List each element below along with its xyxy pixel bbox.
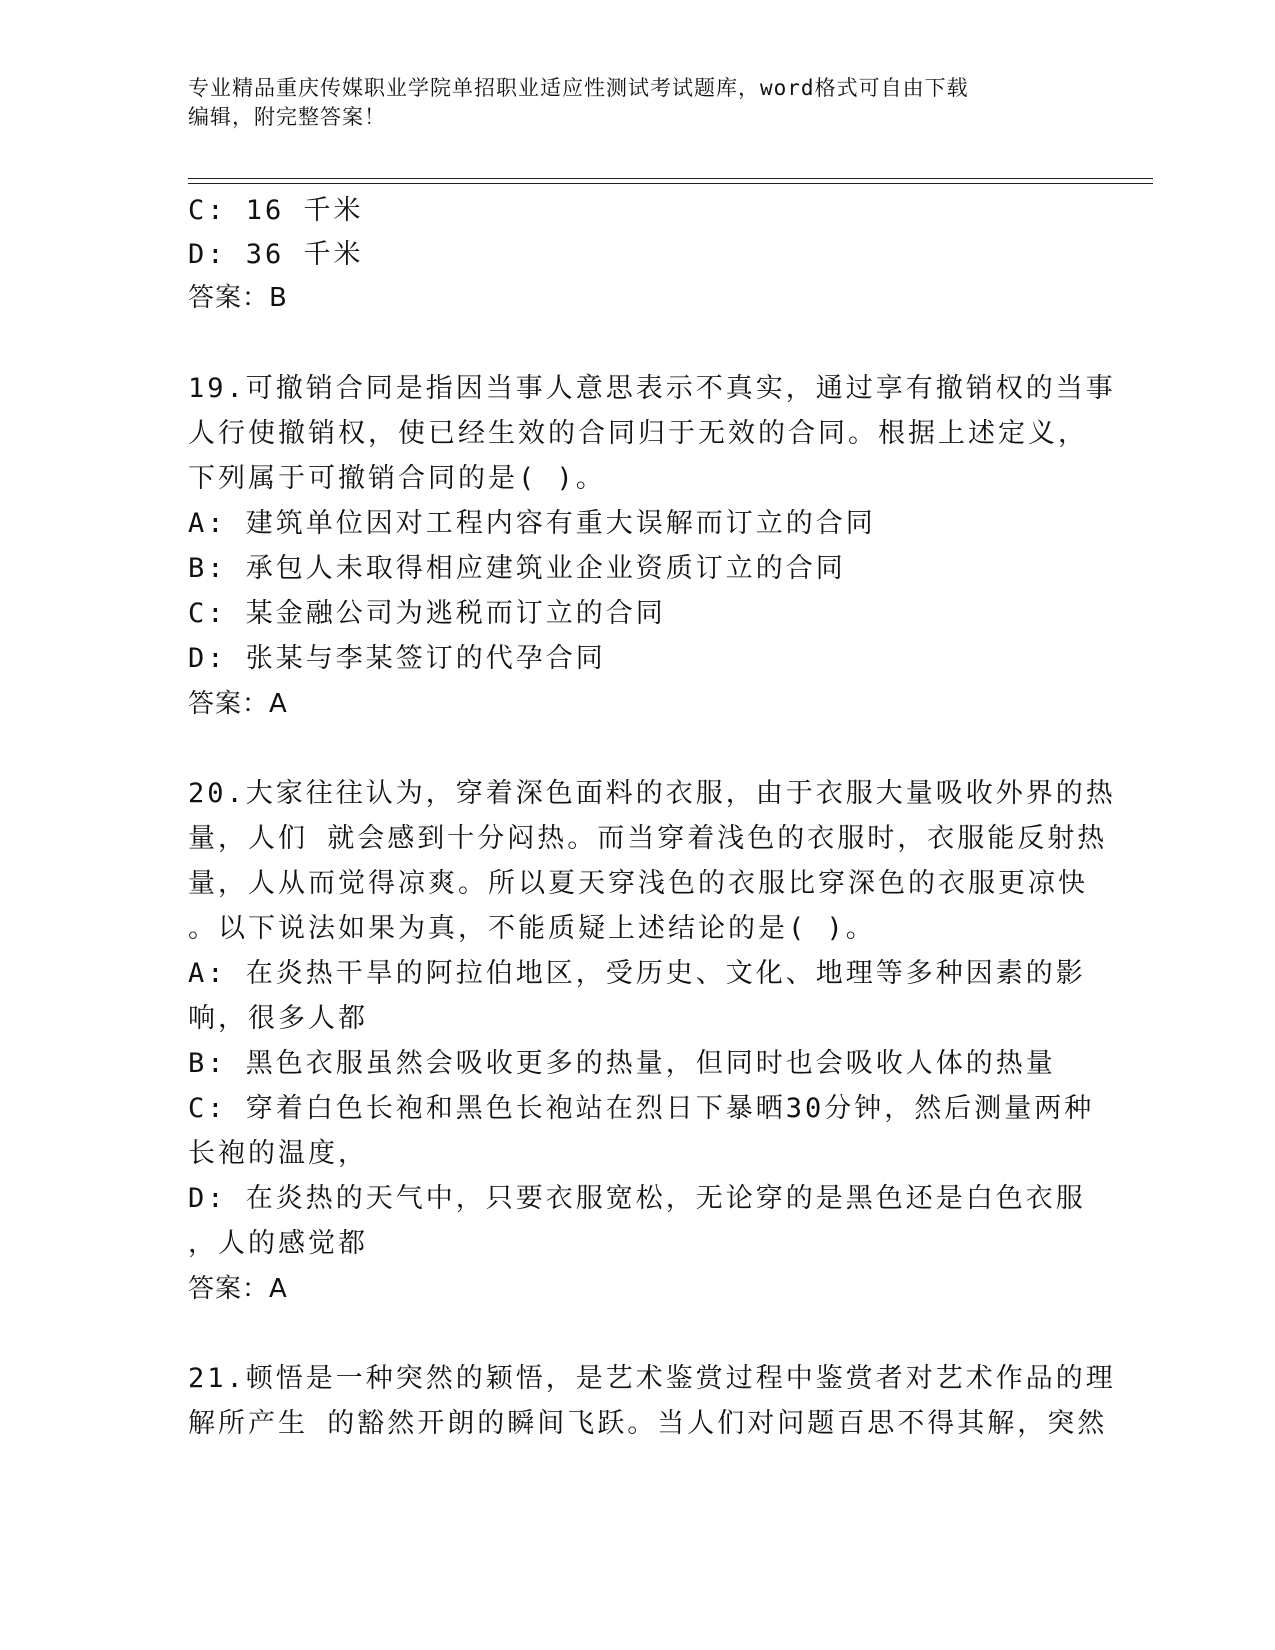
option-d-q20-line-1: D: 在炎热的天气中，只要衣服宽松，无论穿的是黑色还是白色衣服 — [188, 1183, 1086, 1214]
option-b-q20: B: 黑色衣服虽然会吸收更多的热量，但同时也会吸收人体的热量 — [188, 1048, 1056, 1079]
option-d-q18: D: 36 千米 — [188, 239, 364, 270]
answer-q19: 答案：A — [188, 689, 288, 719]
answer-q18: 答案：B — [188, 283, 288, 313]
option-c-q20-line-2: 长袍的温度， — [188, 1138, 368, 1169]
question-19-line-2: 人行使撤销权，使已经生效的合同归于无效的合同。根据上述定义， — [188, 418, 1088, 449]
option-c-q19: C: 某金融公司为逃税而订立的合同 — [188, 598, 666, 629]
question-20-line-1: 20.大家往往认为，穿着深色面料的衣服，由于衣服大量吸收外界的热 — [188, 778, 1116, 809]
question-19-line-3: 下列属于可撤销合同的是( )。 — [188, 463, 606, 494]
option-a-q19: A: 建筑单位因对工程内容有重大误解而订立的合同 — [188, 508, 876, 539]
page-header — [188, 74, 1068, 132]
header-divider-top — [188, 178, 1153, 179]
question-21-line-1: 21.顿悟是一种突然的颖悟，是艺术鉴赏过程中鉴赏者对艺术作品的理 — [188, 1363, 1116, 1394]
header-line-1: 专业精品重庆传媒职业学院单招职业适应性测试考试题库，word格式可自由下载 — [188, 76, 969, 100]
question-20-line-3: 量，人从而觉得凉爽。所以夏天穿浅色的衣服比穿深色的衣服更凉快 — [188, 868, 1088, 899]
option-a-q20-line-1: A: 在炎热干旱的阿拉伯地区，受历史、文化、地理等多种因素的影 — [188, 958, 1086, 989]
question-20-line-4: 。以下说法如果为真，不能质疑上述结论的是( )。 — [188, 913, 876, 944]
question-20-line-2: 量，人们 就会感到十分闷热。而当穿着浅色的衣服时，衣服能反射热 — [188, 823, 1108, 854]
option-a-q20-line-2: 响，很多人都 — [188, 1003, 368, 1034]
option-b-q19: B: 承包人未取得相应建筑业企业资质订立的合同 — [188, 553, 846, 584]
option-c-q20-line-1: C: 穿着白色长袍和黑色长袍站在烈日下暴晒30分钟，然后测量两种 — [188, 1093, 1095, 1124]
option-d-q19: D: 张某与李某签订的代孕合同 — [188, 643, 606, 674]
option-c-q18: C: 16 千米 — [188, 195, 364, 226]
header-line-2: 编辑，附完整答案！ — [188, 105, 386, 129]
question-21-line-2: 解所产生 的豁然开朗的瞬间飞跃。当人们对问题百思不得其解，突然 — [188, 1408, 1108, 1439]
header-divider-bottom — [188, 183, 1153, 184]
answer-q20: 答案：A — [188, 1274, 288, 1304]
option-d-q20-line-2: ，人的感觉都 — [188, 1228, 368, 1259]
question-19-line-1: 19.可撤销合同是指因当事人意思表示不真实，通过享有撤销权的当事 — [188, 373, 1116, 404]
